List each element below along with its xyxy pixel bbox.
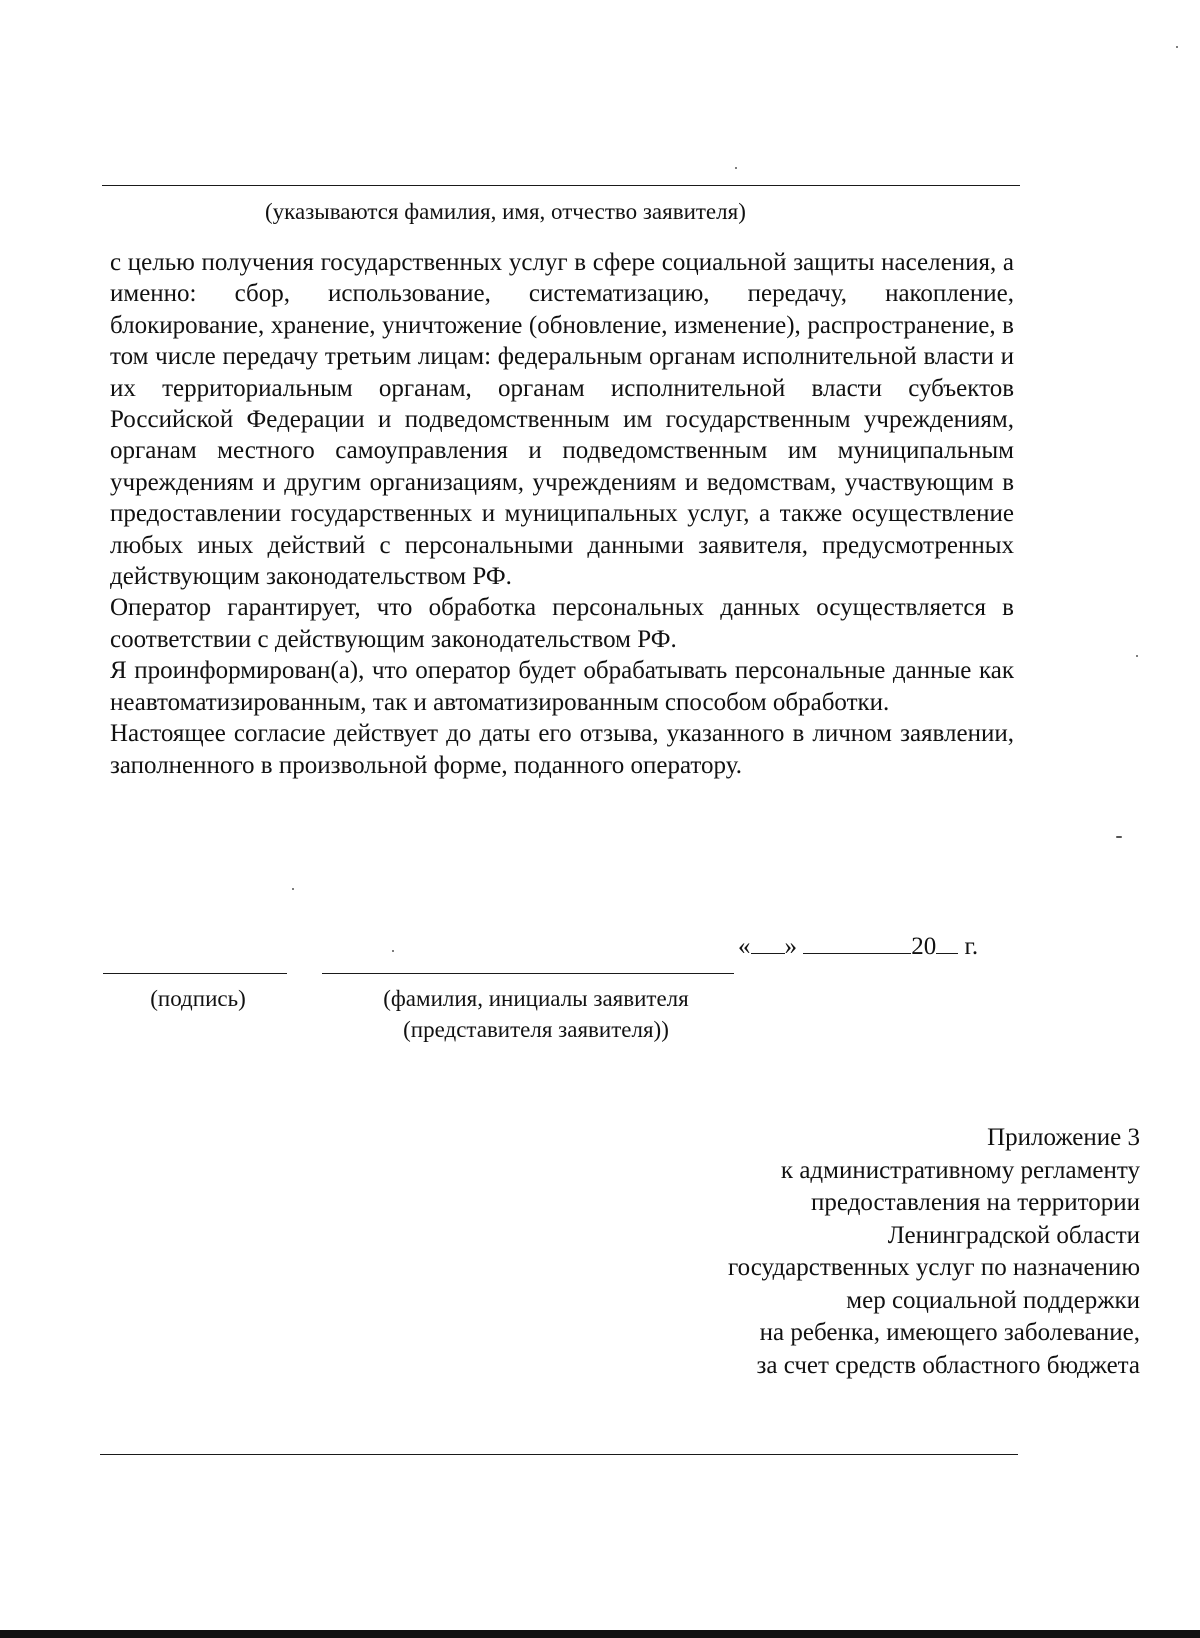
name-caption-line-2: (представителя заявителя)) [403, 1017, 669, 1042]
signature-line [103, 973, 287, 974]
applicant-name-rule [102, 185, 1020, 186]
year-suffix: г. [964, 933, 979, 960]
day-blank [751, 931, 785, 954]
date-line [738, 931, 978, 962]
appendix-line: Ленинградской области [887, 1221, 1140, 1249]
appendix-line: предоставления на территории [811, 1189, 1140, 1216]
signature-caption: (подпись) [150, 986, 246, 1011]
year-prefix: 20 [911, 933, 937, 960]
appendix-line: мер социальной поддержки [846, 1286, 1140, 1314]
appendix-line: за счет средств областного бюджета [756, 1351, 1140, 1379]
scan-speck [1116, 836, 1122, 838]
consent-paragraph-purpose: с целью получения государственных услуг в сфере социальной защиты населения, а именно: сбор, использование, систематизацию, передачу, накопление, блокирование, хранение, уничтожение (обновление, изменение), распространение, в том числе передачу третьим лицам: федеральным органам исполнительной власти и их территориальным органам, органам исполнительной власти субъектов Российской Федерации и подведомственным им государственным учреждениям, органам местного самоуправления и подведомственным им муниципальным учреждениям и другим организациям, учреждениям и ведомствам, участвующим в предоставлении государственных и муниципальных услуг, а также осуществление любых иных действий с персональными данными заявителя, предусмотренных действующим законодательством РФ. [110, 249, 1014, 591]
scan-edge-bar [0, 1630, 1200, 1638]
month-blank [803, 931, 911, 954]
scan-speck [292, 888, 294, 890]
scan-speck [1176, 46, 1178, 48]
appendix-line: Приложение 3 [987, 1124, 1140, 1151]
appendix-header [620, 1122, 1140, 1382]
appendix-line: на ребенка, имеющего заболевание, [759, 1319, 1140, 1346]
scan-speck [735, 167, 737, 169]
year-blank [936, 931, 958, 954]
scan-speck [392, 950, 394, 952]
name-caption [316, 983, 756, 1045]
bottom-rule [100, 1454, 1018, 1455]
name-line [322, 973, 734, 974]
consent-paragraph-guarantee: Оператор гарантирует, что обработка персональных данных осуществляется в соответствии с действующим законодательством РФ. [110, 594, 1014, 653]
consent-paragraph-validity: Настоящее согласие действует до даты его отзыва, указанного в личном заявлении, заполненного в произвольной форме, поданного оператору. [110, 720, 1014, 779]
consent-body [110, 247, 1014, 781]
name-caption-line-1: (фамилия, инициалы заявителя [383, 986, 689, 1011]
appendix-line: государственных услуг по назначению [728, 1254, 1140, 1281]
appendix-line: к административному регламенту [780, 1156, 1140, 1184]
date-close-quote: » [784, 933, 797, 960]
date-open-quote: « [738, 933, 751, 960]
applicant-name-caption: (указываются фамилия, имя, отчество заявителя) [265, 199, 746, 224]
scan-speck [1136, 655, 1138, 657]
consent-paragraph-informed: Я проинформирован(а), что оператор будет обрабатывать персональные данные как неавтоматизированным, так и автоматизированным способом обработки. [110, 657, 1014, 716]
